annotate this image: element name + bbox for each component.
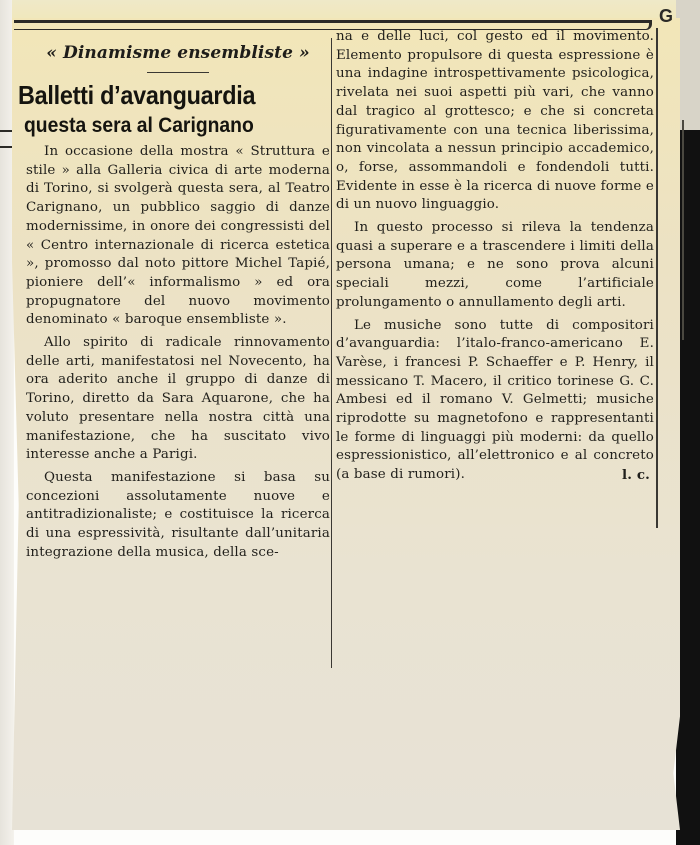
right-column <box>336 28 654 485</box>
body-paragraph: In questo processo si rileva la tendenza quasi a superare e a trascendere i limiti della persona umana; e ne sono prova alcuni speciali mezzi, come l’artificiale prolungamento o annullamento degli arti. <box>336 220 654 310</box>
article-kicker: « Dinamisme ensembliste » <box>46 43 310 63</box>
body-paragraph: Questa manifestazione si basa su concezioni assolutamente nuove e antitradizionaliste; e costituisce la ricerca di una espressività, risultante dall’unitaria integrazione della musica, della sce- <box>26 469 330 560</box>
scanner-bed-left <box>0 0 14 845</box>
article-subhead: questa sera al Carignano <box>24 114 254 137</box>
body-paragraph-text: Le musiche sono tutte di compositori d’avanguardia: l’italo-franco-americano E. Varèse, i francesi P. Schaeffer e P. Henry, il messicano T. Macero, il critico torinese G. C. Ambesi ed il romano V. Gelmetti; musiche riprodotte su magnetofono e rappresentanti le forme di linguaggi più moderni: da quello espressionistico, all’elettronico e al concreto (a base di rumori). <box>336 317 654 483</box>
column-divider <box>331 38 332 668</box>
left-column <box>18 40 330 562</box>
body-paragraph: na e delle luci, col gesto ed il movimento. Elemento propulsore di questa espressione è una indagine introspettivamente psicologica, rivelata nei suoi aspetti più vari, che vanno dal tragico al grottesco; e che si concreta figurativamente con una tecnica liberissima, non vincolata a nessun principio accademico, o, forse, assommandoli e fondendoli tutti. Evidente in esse è la ricerca di nuove forme e di un nuovo linguaggio. <box>336 29 654 213</box>
right-column-rule <box>656 28 658 528</box>
adjacent-column-letter: G <box>659 6 674 26</box>
adjacent-column-rule <box>682 120 684 340</box>
article-headline: Balletti d’avanguardia <box>18 80 256 110</box>
body-paragraph: In occasione della mostra « Struttura e stile » alla Galleria civica di arte moderna di Torino, si svolgerà questa sera, al Teatro Carignano, un pubblico saggio di danze modernissime, in onore dei congressisti del « Centro internazionale di ricerca estetica », promosso dal noto pittore Michel Tapié, pioniere dell’« informalismo » ed ora propugnatore del nuovo movimento denominato « baroque ensembliste ». <box>26 144 330 328</box>
right-column-text <box>336 28 654 485</box>
left-margin-marks <box>0 130 12 148</box>
kicker-rule <box>147 72 209 73</box>
left-column-text <box>26 143 330 562</box>
body-paragraph-final <box>336 317 654 485</box>
author-signature: l. c. <box>622 467 650 484</box>
body-paragraph: Allo spirito di radicale rinnovamento delle arti, manifestatosi nel Novecento, ha ora aderito anche il gruppo di danze di Torino, diretto da Sara Aquarone, che ha voluto presentare nella nostra città una manifestazione, che ha suscitato vivo interesse anche a Parigi. <box>26 335 330 463</box>
